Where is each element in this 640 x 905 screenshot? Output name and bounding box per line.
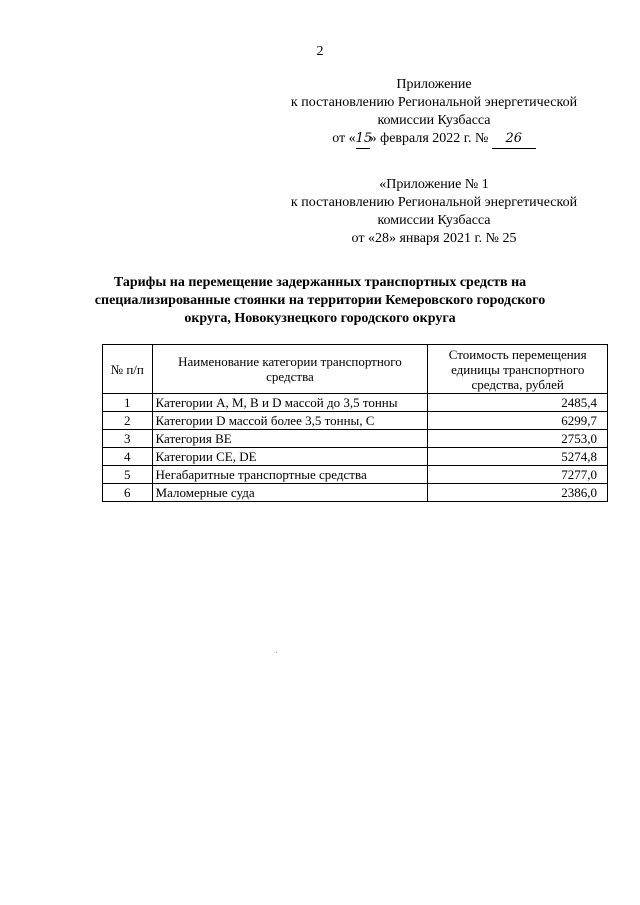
quoted-line-2: к постановлению Региональной энергетической: [290, 195, 578, 210]
row-cost: 7277,0: [428, 466, 608, 484]
row-name: Категории CE, DE: [152, 448, 428, 466]
table-row: [103, 430, 608, 448]
handwritten-day: 15: [356, 130, 370, 149]
title-line-1: Тарифы на перемещение задержанных транспортных средств на: [113, 275, 527, 290]
row-num: 6: [103, 484, 153, 502]
row-num: 5: [103, 466, 153, 484]
quoted-line-3: комиссии Кузбасса: [377, 213, 491, 228]
header-cost: Стоимость перемещения единицы транспортного средства, рублей: [428, 345, 608, 394]
row-cost: 2386,0: [428, 484, 608, 502]
tariffs-table: [102, 344, 608, 502]
row-num: 3: [103, 430, 153, 448]
header-name: Наименование категории транспортного средства: [152, 345, 428, 394]
quoted-line-4: от «28» января 2021 г. № 25: [351, 231, 517, 246]
table-row: [103, 466, 608, 484]
appendix-line-1: Приложение: [396, 77, 472, 92]
table-row: [103, 484, 608, 502]
page-number: 2: [316, 44, 324, 59]
row-cost: 6299,7: [428, 412, 608, 430]
row-cost: 2753,0: [428, 430, 608, 448]
appendix-date-suffix: » февраля 2022 г. №: [369, 131, 489, 146]
row-cost: 2485,4: [428, 394, 608, 412]
scan-speck: [276, 652, 277, 653]
table-row: [103, 448, 608, 466]
quoted-appendix-block: [284, 176, 584, 248]
appendix-line-2: к постановлению Региональной энергетической: [290, 95, 578, 110]
appendix-date-prefix: от «: [332, 131, 356, 146]
title-line-3: округа, Новокузнецкого городского округа: [184, 311, 456, 326]
quoted-line-1: «Приложение № 1: [379, 177, 489, 192]
row-name: Маломерные суда: [152, 484, 428, 502]
row-name: Категории A, M, B и D массой до 3,5 тонны: [152, 394, 428, 412]
appendix-block: [284, 76, 584, 149]
row-name: Категории D массой более 3,5 тонны, C: [152, 412, 428, 430]
row-num: 2: [103, 412, 153, 430]
table-row: [103, 394, 608, 412]
row-name: Негабаритные транспортные средства: [152, 466, 428, 484]
row-num: 4: [103, 448, 153, 466]
handwritten-number: 26: [492, 130, 536, 149]
row-num: 1: [103, 394, 153, 412]
title-line-2: специализированные стоянки на территории Кемеровского городского: [94, 293, 546, 308]
row-name: Категория BE: [152, 430, 428, 448]
document-title: [90, 274, 550, 328]
table-header-row: [103, 345, 608, 394]
row-cost: 5274,8: [428, 448, 608, 466]
header-num: № п/п: [103, 345, 153, 394]
appendix-line-3: комиссии Кузбасса: [377, 113, 491, 128]
table-row: [103, 412, 608, 430]
appendix-date-line: [284, 130, 584, 149]
